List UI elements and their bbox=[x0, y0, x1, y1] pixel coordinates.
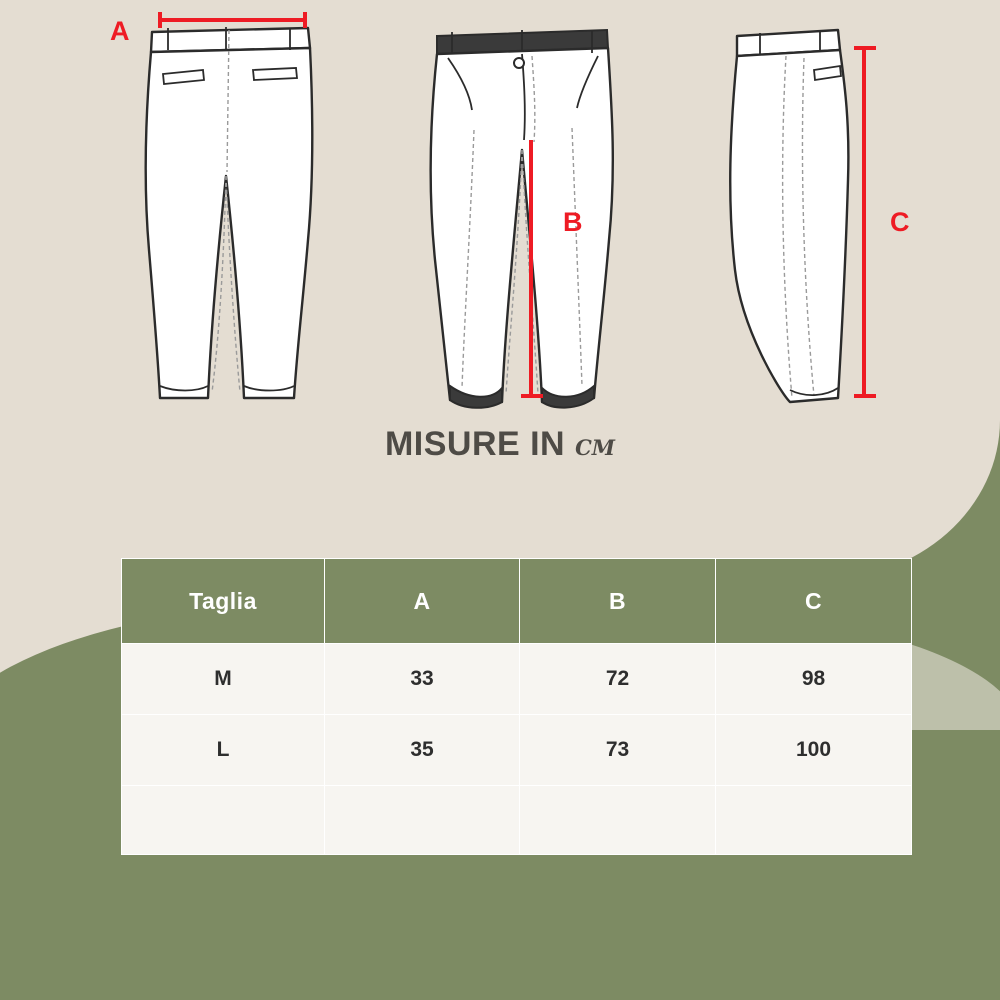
cell-b: 73 bbox=[520, 715, 716, 786]
trouser-illustrations bbox=[0, 0, 1000, 430]
header-a: A bbox=[325, 559, 520, 644]
label-b: B bbox=[563, 207, 583, 237]
cell-c bbox=[716, 786, 912, 855]
cell-a bbox=[325, 786, 520, 855]
table-header-row bbox=[122, 559, 912, 644]
cell-size: L bbox=[122, 715, 325, 786]
cell-size: M bbox=[122, 644, 325, 715]
label-c: C bbox=[890, 207, 910, 237]
header-c: C bbox=[716, 559, 912, 644]
cell-a: 35 bbox=[325, 715, 520, 786]
trouser-front-view bbox=[431, 30, 613, 408]
table-body bbox=[122, 644, 912, 855]
trouser-back-view bbox=[146, 27, 313, 398]
trouser-side-view bbox=[730, 30, 848, 402]
header-b: B bbox=[520, 559, 716, 644]
table-row bbox=[122, 786, 912, 855]
cell-b: 72 bbox=[520, 644, 716, 715]
caption bbox=[0, 425, 1000, 464]
cell-b bbox=[520, 786, 716, 855]
table-head bbox=[122, 559, 912, 644]
size-table bbox=[121, 558, 912, 855]
dimension-a-arrow bbox=[160, 12, 305, 28]
caption-unit: cm bbox=[575, 428, 616, 463]
cell-c: 98 bbox=[716, 644, 912, 715]
size-table-wrapper bbox=[121, 558, 899, 855]
dimension-c-arrow bbox=[854, 48, 876, 396]
label-a: A bbox=[110, 16, 130, 46]
table-row bbox=[122, 644, 912, 715]
header-taglia: Taglia bbox=[122, 559, 325, 644]
cell-a: 33 bbox=[325, 644, 520, 715]
caption-main: MISURE IN bbox=[384, 425, 566, 463]
table-row bbox=[122, 715, 912, 786]
cell-size bbox=[122, 786, 325, 855]
cell-c: 100 bbox=[716, 715, 912, 786]
